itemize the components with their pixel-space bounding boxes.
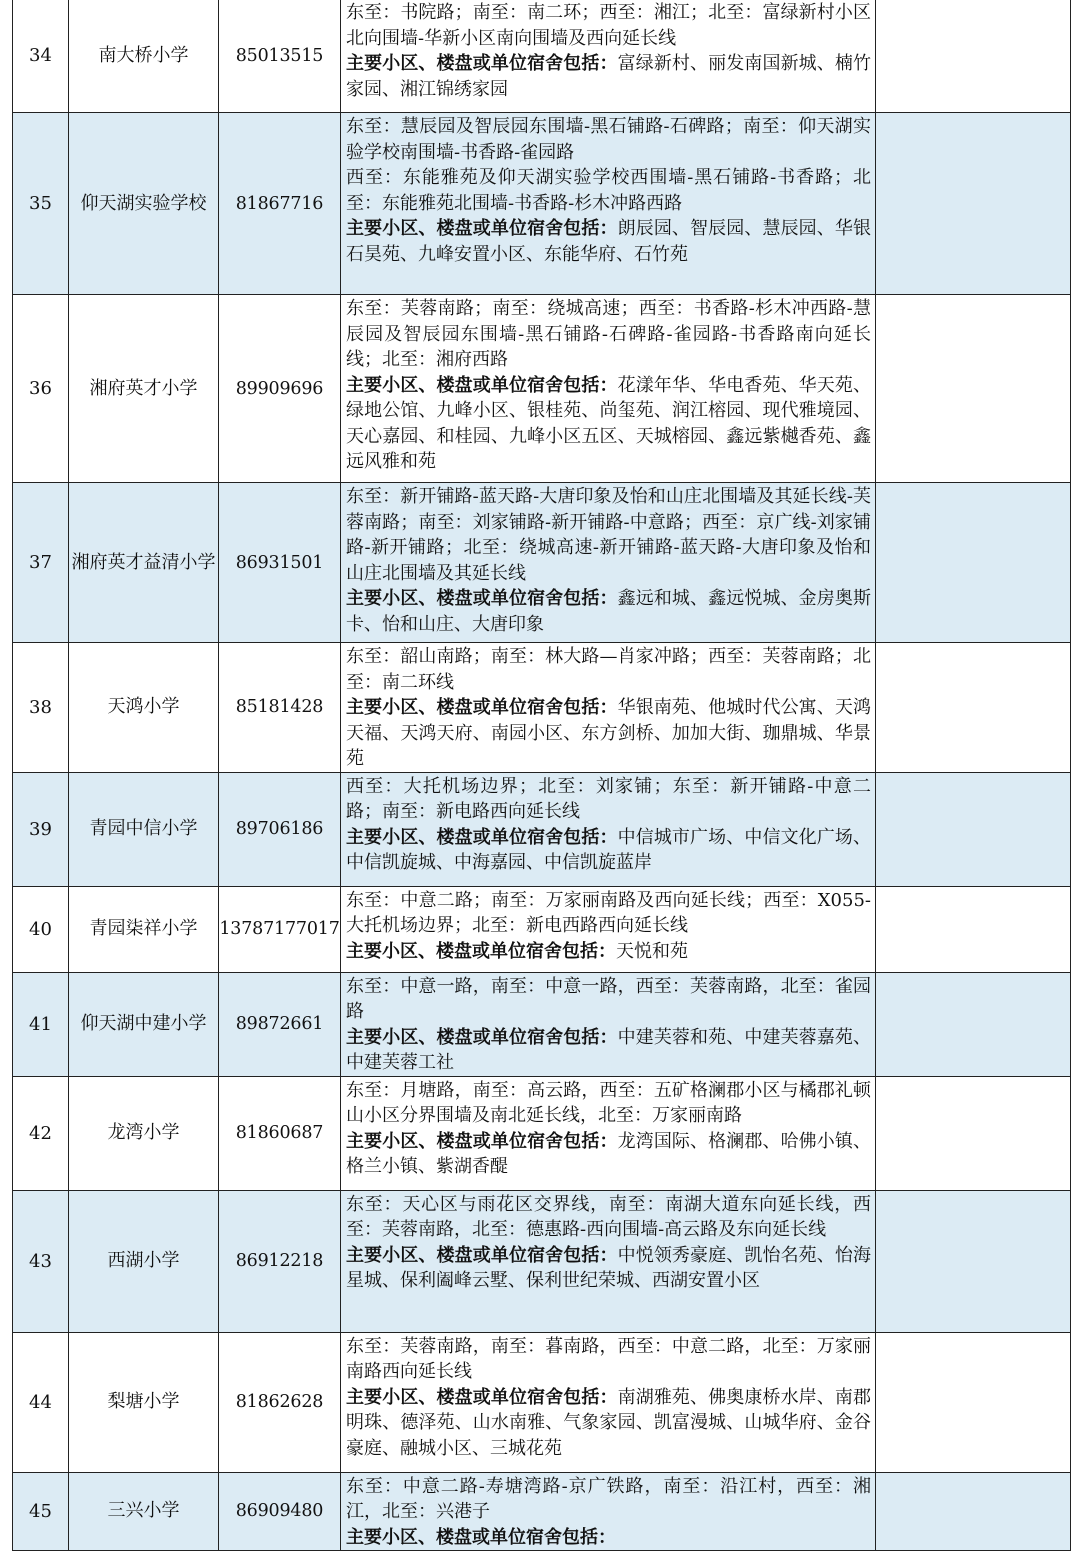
district-description bbox=[341, 0, 876, 113]
communities-text: 南湖雅苑、佛奥康桥水岸、南郡明珠、德泽苑、山水南雅、气象家园、凯富漫城、山城华府、金谷豪庭、融城小区、三城花苑 bbox=[346, 1386, 872, 1459]
phone-number: 85181428 bbox=[219, 643, 341, 773]
boundary-text: 东至：书院路；南至：南二环；西至：湘江；北至：富绿新村小区北向围墙-华新小区南向围墙及西向延长线 bbox=[346, 2, 871, 49]
school-name: 湘府英才益清小学 bbox=[69, 483, 219, 643]
communities-text: 中信城市广场、中信文化广场、中信凯旋城、中海嘉园、中信凯旋蓝岸 bbox=[346, 826, 872, 873]
communities-text: 华银南苑、他城时代公寓、天鸿天福、天鸿天府、南园小区、东方剑桥、加加大街、珈鼎城、华景苑 bbox=[346, 697, 872, 769]
communities-text: 中建芙蓉和苑、中建芙蓉嘉苑、中建芙蓉工社 bbox=[346, 1026, 872, 1073]
main-communities-label: 主要小区、楼盘或单位宿舍包括： bbox=[346, 53, 618, 74]
table-row bbox=[13, 483, 1071, 643]
note-cell bbox=[876, 1076, 1071, 1190]
note-cell bbox=[876, 295, 1071, 483]
main-communities-label: 主要小区、楼盘或单位宿舍包括： bbox=[346, 697, 618, 718]
boundary-text: 东至：芙蓉南路；南至：绕城高速；西至：书香路-杉木冲西路-慧辰园及智辰园东围墙-黑石铺路-石碑路-雀园路-书香路南向延长线；北至：湘府西路 bbox=[346, 298, 871, 370]
school-name: 湘府英才小学 bbox=[69, 295, 219, 483]
communities-text: 朗辰园、智辰园、慧辰园、华银石昊苑、九峰安置小区、东能华府、石竹苑 bbox=[346, 218, 872, 265]
note-cell bbox=[876, 1190, 1071, 1332]
district-description bbox=[341, 295, 876, 483]
communities-text: 花漾年华、华电香苑、华天苑、绿地公馆、九峰小区、银桂苑、尚玺苑、润江榕园、现代雅境园、天心嘉园、和桂园、九峰小区五区、天城榕园、鑫远紫樾香苑、鑫远风雅和苑 bbox=[346, 374, 872, 472]
boundary-text: 东至：韶山南路；南至：林大路—肖家冲路；西至：芙蓉南路；北至：南二环线 bbox=[346, 646, 871, 693]
row-number: 40 bbox=[13, 886, 69, 972]
row-number: 43 bbox=[13, 1190, 69, 1332]
phone-number: 86912218 bbox=[219, 1190, 341, 1332]
phone-number: 86931501 bbox=[219, 483, 341, 643]
school-name: 天鸿小学 bbox=[69, 643, 219, 773]
school-name: 仰天湖实验学校 bbox=[69, 113, 219, 295]
school-name: 青园中信小学 bbox=[69, 772, 219, 886]
phone-number: 81862628 bbox=[219, 1332, 341, 1472]
district-description bbox=[341, 643, 876, 773]
main-communities-label: 主要小区、楼盘或单位宿舍包括： bbox=[346, 1130, 618, 1152]
note-cell bbox=[876, 972, 1071, 1076]
boundary-text: 东至：月塘路，南至：高云路，西至：五矿格澜郡小区与橘郡礼顿山小区分界围墙及南北延长线，北至：万家丽南路 bbox=[346, 1079, 871, 1126]
district-description bbox=[341, 1332, 876, 1472]
table-row bbox=[13, 0, 1071, 113]
main-communities-label: 主要小区、楼盘或单位宿舍包括： bbox=[346, 374, 618, 396]
phone-number: 89872661 bbox=[219, 972, 341, 1076]
communities-text: 富绿新村、丽发南国新城、楠竹家园、湘江锦绣家园 bbox=[346, 53, 872, 100]
table-row bbox=[13, 886, 1071, 972]
row-number: 39 bbox=[13, 772, 69, 886]
boundary-text: 东至：新开铺路-蓝天路-大唐印象及怡和山庄北围墙及其延长线-芙蓉南路；南至：刘家铺路-新开铺路-中意路；西至：京广线-刘家铺路-新开铺路；北至：绕城高速-新开铺路-蓝天路-大唐印象及怡和山庄北围墙及其延长线 bbox=[346, 486, 871, 584]
main-communities-label: 主要小区、楼盘或单位宿舍包括： bbox=[346, 1244, 618, 1266]
row-number: 41 bbox=[13, 972, 69, 1076]
phone-number: 89909696 bbox=[219, 295, 341, 483]
main-communities-label: 主要小区、楼盘或单位宿舍包括： bbox=[346, 1526, 616, 1548]
district-description bbox=[341, 483, 876, 643]
table-body bbox=[13, 0, 1071, 1551]
row-number: 35 bbox=[13, 113, 69, 295]
note-cell bbox=[876, 886, 1071, 972]
boundary-text: 东至：天心区与雨花区交界线，南至：南湖大道东向延长线，西至：芙蓉南路，北至：德惠路-西向围墙-高云路及东向延长线 bbox=[346, 1193, 871, 1240]
main-communities-label: 主要小区、楼盘或单位宿舍包括： bbox=[346, 588, 618, 609]
phone-number: 86909480 bbox=[219, 1472, 341, 1551]
table-row bbox=[13, 972, 1071, 1076]
row-number: 37 bbox=[13, 483, 69, 643]
row-number: 38 bbox=[13, 643, 69, 773]
row-number: 42 bbox=[13, 1076, 69, 1190]
main-communities-label: 主要小区、楼盘或单位宿舍包括： bbox=[346, 1026, 618, 1048]
boundary-text: 西至：大托机场边界；北至：刘家铺；东至：新开铺路-中意二路；南至：新电路西向延长线 bbox=[346, 775, 871, 822]
table-row bbox=[13, 295, 1071, 483]
boundary-text: 东至：芙蓉南路，南至：暮南路，西至：中意二路，北至：万家丽南路西向延长线 bbox=[346, 1335, 871, 1382]
phone-number: 89706186 bbox=[219, 772, 341, 886]
note-cell bbox=[876, 113, 1071, 295]
phone-number: 13787177017 bbox=[219, 886, 341, 972]
main-communities-label: 主要小区、楼盘或单位宿舍包括： bbox=[346, 826, 618, 848]
table-row bbox=[13, 1190, 1071, 1332]
row-number: 44 bbox=[13, 1332, 69, 1472]
table-row bbox=[13, 772, 1071, 886]
district-description bbox=[341, 1076, 876, 1190]
boundary-text: 东至：中意一路，南至：中意一路，西至：芙蓉南路，北至：雀园路 bbox=[346, 975, 871, 1022]
school-name: 西湖小学 bbox=[69, 1190, 219, 1332]
phone-number: 81867716 bbox=[219, 113, 341, 295]
communities-text: 龙湾国际、格澜郡、哈佛小镇、格兰小镇、紫湖香醍 bbox=[346, 1130, 872, 1177]
communities-text: 中悦领秀豪庭、凯怡名苑、怡海星城、保利阖峰云墅、保利世纪荣城、西湖安置小区 bbox=[346, 1244, 872, 1291]
row-number: 36 bbox=[13, 295, 69, 483]
boundary-text: 东至：慧辰园及智辰园东围墙-黑石铺路-石碑路；南至：仰天湖实验学校南围墙-书香路-雀园路 西至：东能雅苑及仰天湖实验学校西围墙-黑石铺路-书香路；北至：东能雅苑北围墙-书香路-杉木冲路西路 bbox=[346, 116, 871, 214]
school-name: 梨塘小学 bbox=[69, 1332, 219, 1472]
phone-number: 81860687 bbox=[219, 1076, 341, 1190]
table-row bbox=[13, 1076, 1071, 1190]
note-cell bbox=[876, 1332, 1071, 1472]
main-communities-label: 主要小区、楼盘或单位宿舍包括： bbox=[346, 218, 618, 239]
main-communities-label: 主要小区、楼盘或单位宿舍包括： bbox=[346, 940, 616, 962]
district-description bbox=[341, 972, 876, 1076]
table-row bbox=[13, 1472, 1071, 1551]
main-communities-label: 主要小区、楼盘或单位宿舍包括： bbox=[346, 1386, 618, 1408]
communities-text: 鑫远和城、鑫远悦城、金房奥斯卡、怡和山庄、大唐印象 bbox=[346, 588, 872, 635]
note-cell bbox=[876, 1472, 1071, 1551]
school-name: 南大桥小学 bbox=[69, 0, 219, 113]
district-description bbox=[341, 1190, 876, 1332]
note-cell bbox=[876, 483, 1071, 643]
district-description bbox=[341, 886, 876, 972]
district-description bbox=[341, 1472, 876, 1551]
table-row bbox=[13, 1332, 1071, 1472]
district-description bbox=[341, 772, 876, 886]
note-cell bbox=[876, 772, 1071, 886]
school-name: 龙湾小学 bbox=[69, 1076, 219, 1190]
row-number: 34 bbox=[13, 0, 69, 113]
note-cell bbox=[876, 643, 1071, 773]
district-description bbox=[341, 113, 876, 295]
school-name: 青园柒祥小学 bbox=[69, 886, 219, 972]
school-name: 三兴小学 bbox=[69, 1472, 219, 1551]
table-row bbox=[13, 113, 1071, 295]
note-cell bbox=[876, 0, 1071, 113]
school-district-table bbox=[12, 0, 1071, 1551]
row-number: 45 bbox=[13, 1472, 69, 1551]
boundary-text: 东至：中意二路；南至：万家丽南路及西向延长线；西至：X055-大托机场边界；北至：新电西路西向延长线 bbox=[346, 889, 871, 936]
phone-number: 85013515 bbox=[219, 0, 341, 113]
boundary-text: 东至：中意二路-寿塘湾路-京广铁路，南至：沿江村，西至：湘江，北至：兴港子 bbox=[346, 1475, 871, 1522]
school-name: 仰天湖中建小学 bbox=[69, 972, 219, 1076]
communities-text: 天悦和苑 bbox=[616, 940, 688, 962]
table-row bbox=[13, 643, 1071, 773]
